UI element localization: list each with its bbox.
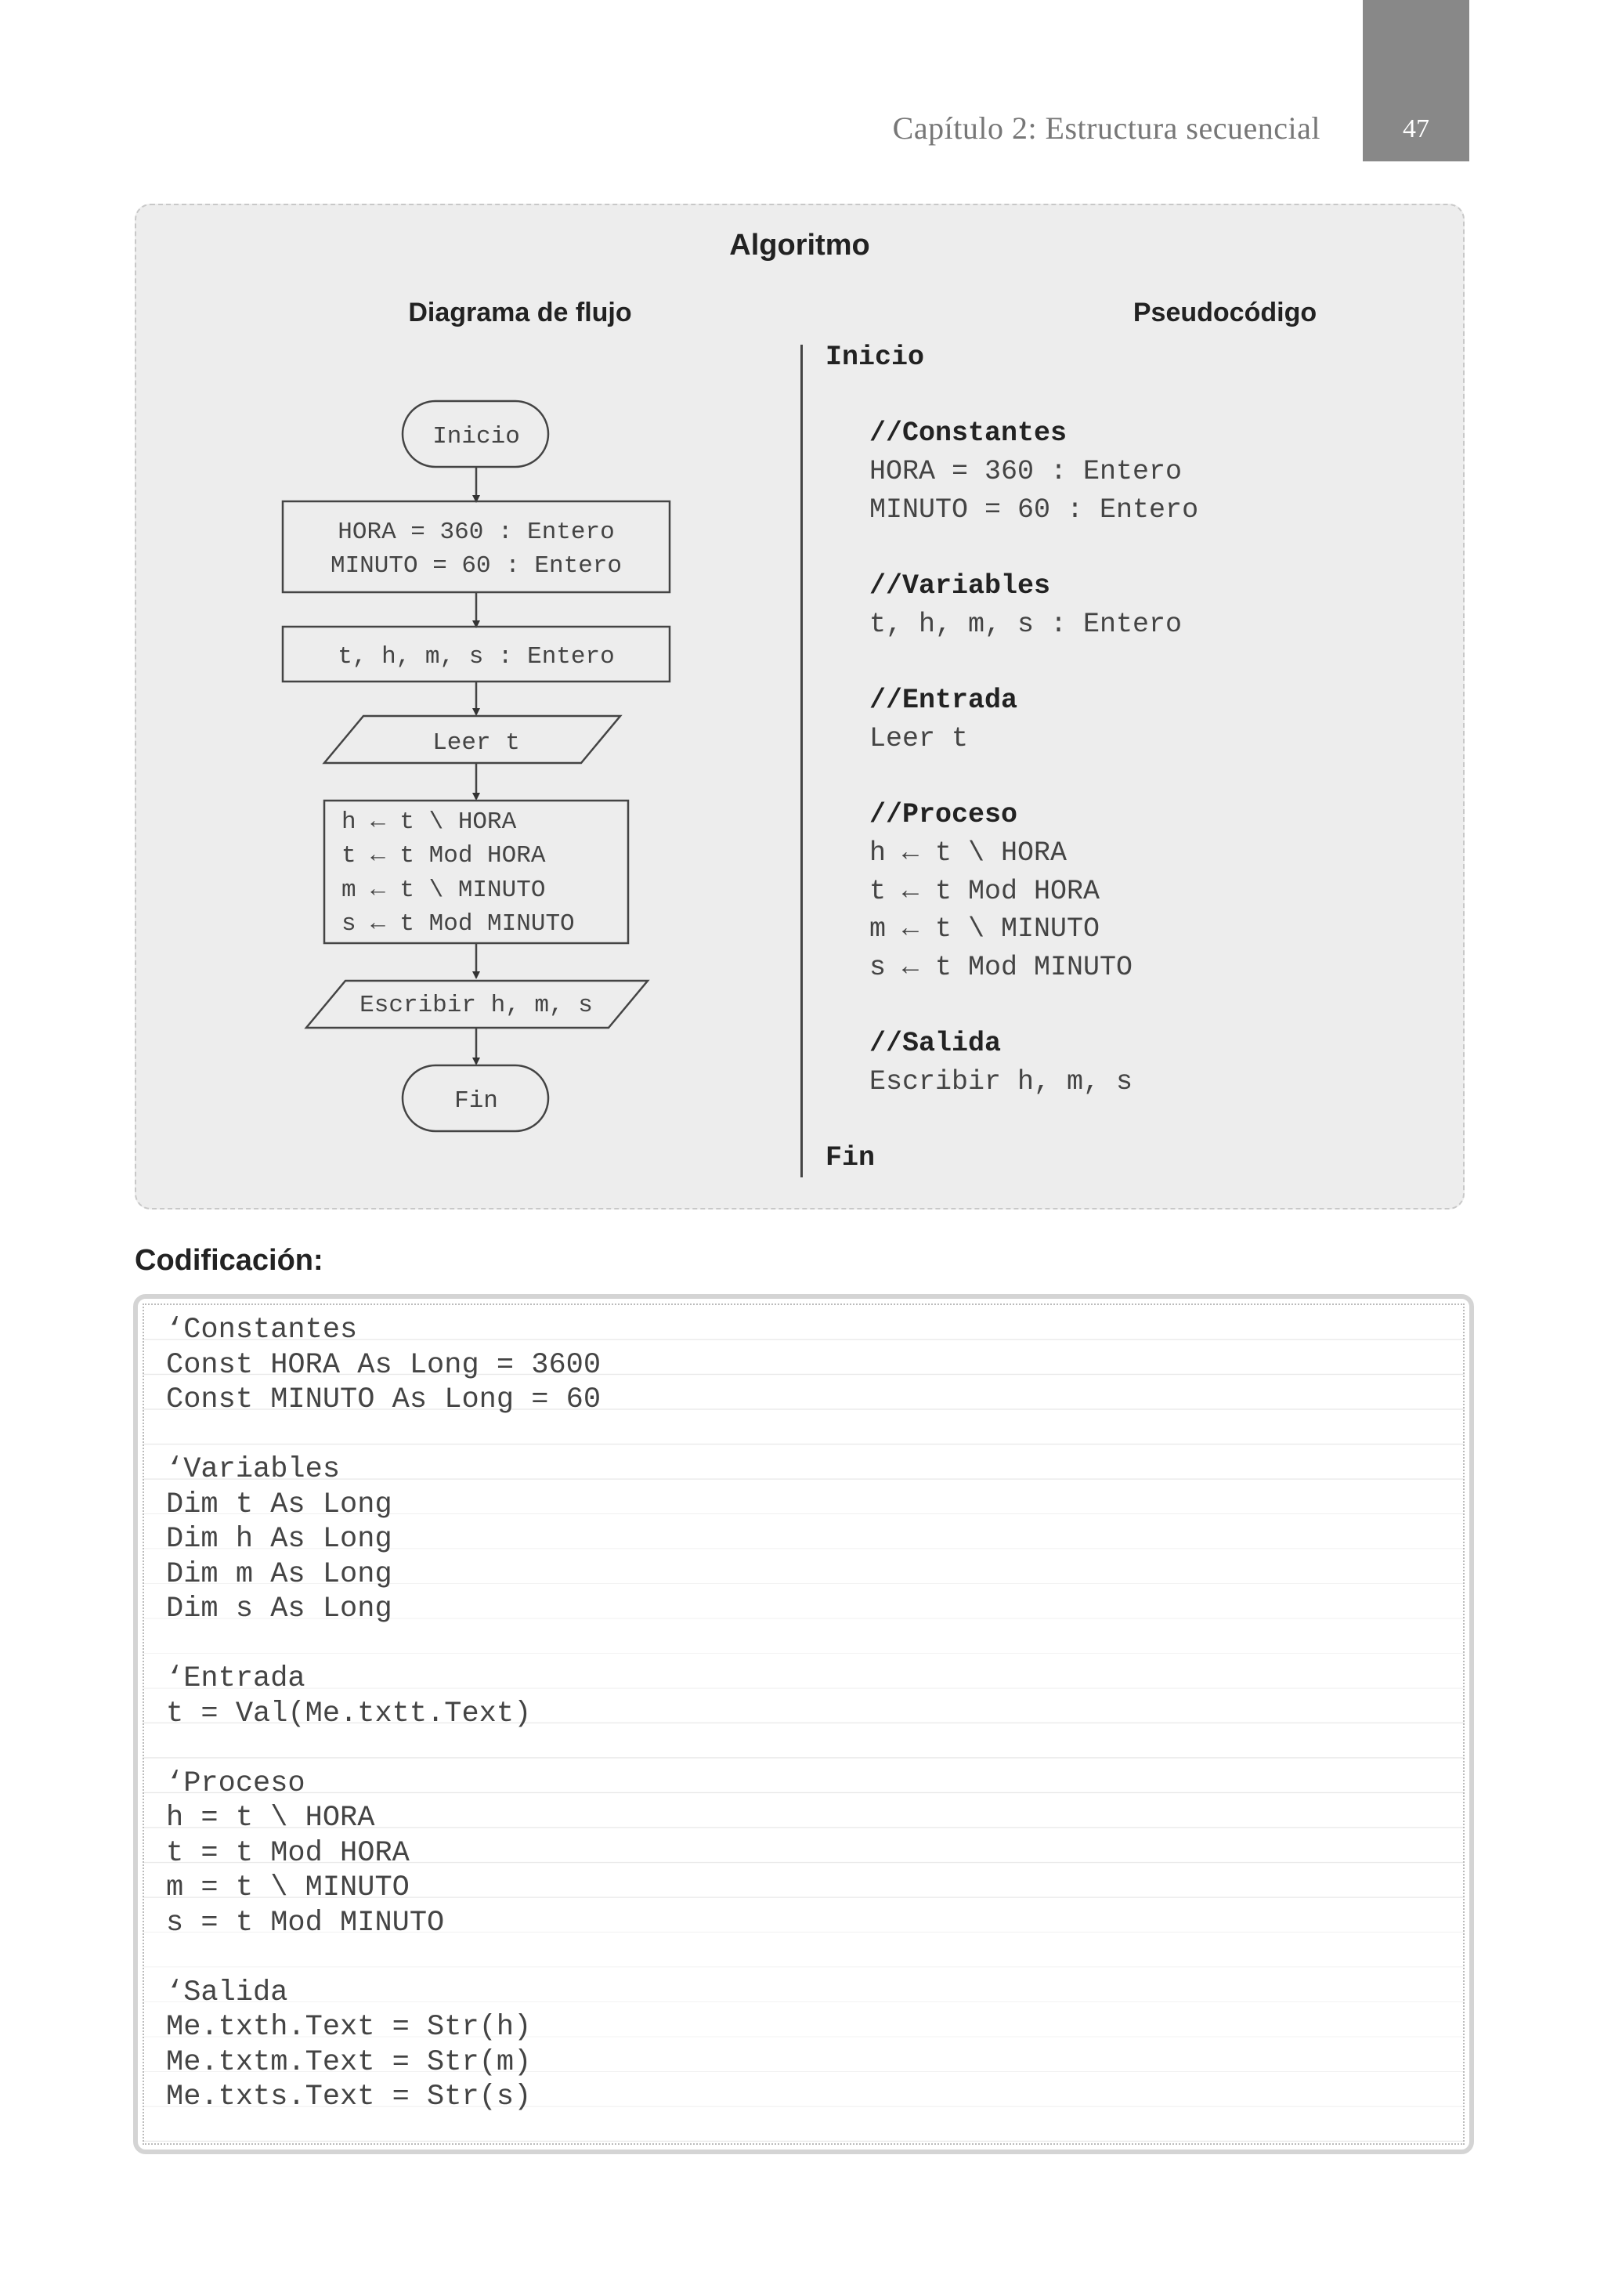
- code-line: ‘Constantes: [166, 1314, 358, 1347]
- code-line: [166, 1627, 1447, 1662]
- page-number-tab: [1363, 0, 1469, 161]
- code-line: Dim m As Long: [166, 1557, 392, 1591]
- pseudo-line: s ← t Mod MINUTO: [869, 952, 1133, 983]
- flowchart: [136, 205, 802, 1211]
- pseudo-line: MINUTO = 60 : Entero: [869, 494, 1199, 526]
- code-line: ‘Salida: [166, 1976, 288, 2009]
- code-line: m = t \ MINUTO: [166, 1871, 410, 1904]
- output-label: Escribir h, m, s: [359, 992, 593, 1019]
- codification-heading: Codificación:: [135, 1244, 323, 1277]
- variables-label: t, h, m, s : Entero: [338, 643, 615, 671]
- code-line: h = t \ HORA: [166, 1802, 375, 1835]
- code-line: Dim h As Long: [166, 1523, 392, 1556]
- pseudo-line: HORA = 360 : Entero: [869, 456, 1183, 488]
- code-lines: [166, 1313, 1447, 2115]
- blank-line: [825, 758, 1436, 797]
- code-line: t = t Mod HORA: [166, 1836, 410, 1870]
- process-line: s ← t Mod MINUTO: [341, 910, 575, 938]
- code-line: [166, 1940, 1447, 1976]
- pseudo-line: Escribir h, m, s: [869, 1066, 1133, 1098]
- pseudo-line: h ← t \ HORA: [869, 837, 1068, 869]
- pseudo-comment: //Entrada: [869, 685, 1018, 717]
- code-listing-inner: [143, 1303, 1465, 2145]
- pseudo-start: Inicio: [825, 342, 925, 373]
- code-line: ‘Proceso: [166, 1766, 305, 1800]
- pseudo-end: Fin: [825, 1142, 876, 1174]
- code-listing-box: [133, 1294, 1474, 2154]
- code-line: Const MINUTO As Long = 60: [166, 1383, 602, 1416]
- process-line: t ← t Mod HORA: [341, 842, 546, 870]
- pseudo-line: Leer t: [869, 722, 969, 754]
- blank-line: [825, 1101, 1436, 1140]
- flowchart-heading: Diagrama de flujo: [408, 298, 632, 327]
- constants-line: MINUTO = 60 : Entero: [330, 552, 623, 580]
- code-line: Me.txth.Text = Str(h): [166, 2011, 532, 2044]
- process-line: m ← t \ MINUTO: [341, 877, 546, 904]
- page-number: 47: [1403, 114, 1429, 143]
- blank-line: [825, 987, 1436, 1025]
- page-header: [0, 0, 1604, 165]
- pseudo-comment: //Constantes: [869, 418, 1068, 450]
- end-label: Fin: [454, 1087, 498, 1115]
- algorithm-box: [135, 204, 1465, 1209]
- chapter-title: Capítulo 2: Estructura secuencial: [892, 110, 1320, 146]
- code-line: Me.txtm.Text = Str(m): [166, 2045, 532, 2079]
- algorithm-title: Algoritmo: [729, 229, 870, 262]
- code-line: ‘Entrada: [166, 1662, 305, 1695]
- pseudocode-heading: Pseudocódigo: [1133, 298, 1317, 327]
- code-line: Dim s As Long: [166, 1593, 392, 1625]
- pseudo-comment: //Proceso: [869, 799, 1018, 831]
- start-label: Inicio: [432, 423, 520, 450]
- pseudo-line: t, h, m, s : Entero: [869, 608, 1183, 640]
- pseudo-line: m ← t \ MINUTO: [869, 913, 1100, 946]
- code-line: ‘Variables: [166, 1453, 341, 1486]
- blank-line: [825, 377, 1436, 415]
- code-line: Me.txts.Text = Str(s): [166, 2081, 532, 2113]
- pseudocode-block: [825, 338, 1436, 1177]
- constants-line: HORA = 360 : Entero: [338, 519, 615, 546]
- code-line: [166, 1418, 1447, 1453]
- code-line: s = t Mod MINUTO: [166, 1906, 445, 1940]
- blank-line: [825, 529, 1436, 567]
- input-label: Leer t: [432, 729, 520, 757]
- code-line: Dim t As Long: [166, 1488, 392, 1521]
- process-line: h ← t \ HORA: [341, 808, 517, 836]
- blank-line: [825, 644, 1436, 682]
- pseudo-comment: //Variables: [869, 570, 1051, 602]
- code-line: Const HORA As Long = 3600: [166, 1348, 602, 1382]
- code-line: t = Val(Me.txtt.Text): [166, 1697, 532, 1730]
- pseudo-line: t ← t Mod HORA: [869, 875, 1100, 907]
- pseudo-comment: //Salida: [869, 1028, 1002, 1060]
- code-line: [166, 1731, 1447, 1766]
